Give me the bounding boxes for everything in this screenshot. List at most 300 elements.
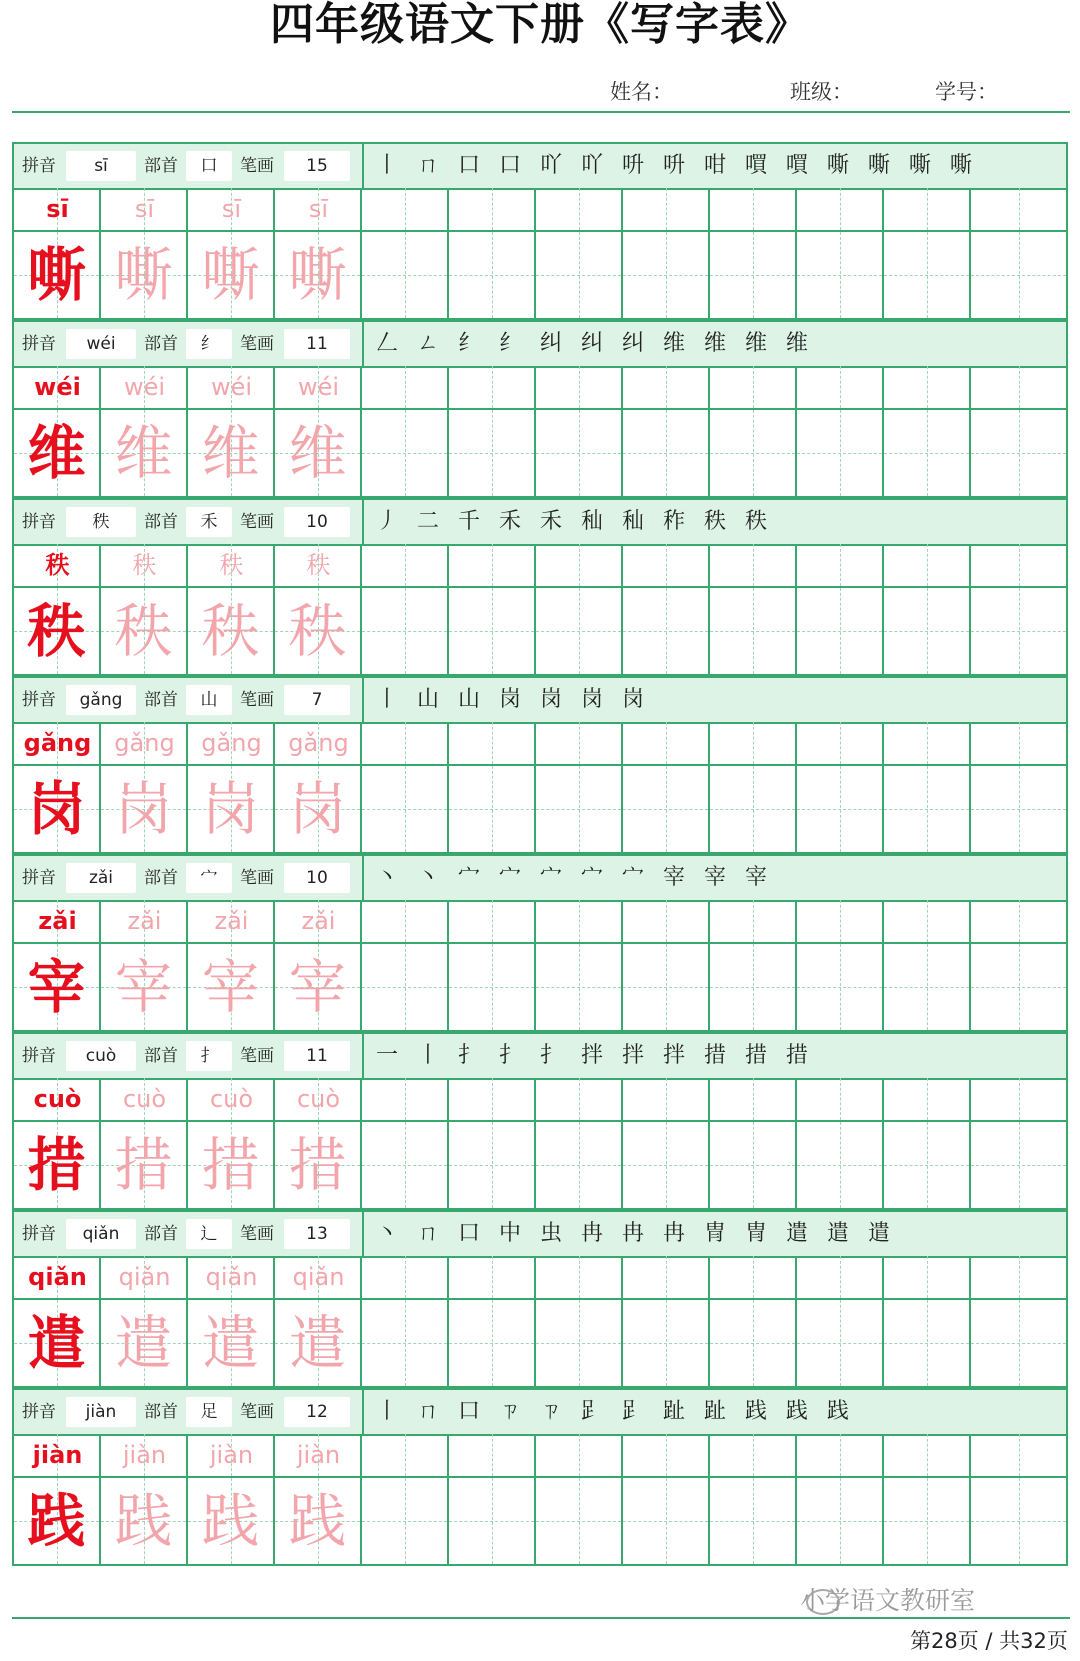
hanzi-cell[interactable] — [623, 232, 710, 318]
guide-line — [971, 275, 1066, 276]
practice-grid — [14, 188, 1066, 318]
pinyin-value: gǎng — [66, 685, 136, 715]
info-separator — [362, 1212, 364, 1256]
hanzi-cell[interactable] — [884, 232, 971, 318]
pinyin-cell[interactable] — [884, 1256, 971, 1300]
hanzi-cell[interactable] — [710, 232, 797, 318]
guide-line — [449, 987, 534, 988]
pinyin-trace: jiàn — [296, 1441, 341, 1469]
hanzi-cell[interactable] — [710, 1478, 797, 1564]
student-id-label: 学号： — [935, 80, 998, 104]
hanzi-cell — [188, 588, 275, 674]
guide-line — [1019, 1078, 1020, 1120]
hanzi-cell[interactable] — [449, 1478, 536, 1564]
practice-grid — [14, 1256, 1066, 1386]
hanzi-cell[interactable] — [971, 588, 1066, 674]
hanzi-trace: 宰 — [201, 953, 260, 1021]
hanzi-cell[interactable] — [797, 1122, 884, 1208]
hanzi-cell[interactable] — [362, 410, 449, 496]
strokes-value: 10 — [284, 863, 350, 893]
hanzi-cell[interactable] — [623, 766, 710, 852]
guide-line — [884, 809, 969, 810]
pinyin-cell[interactable] — [797, 722, 884, 766]
hanzi-cell[interactable] — [449, 766, 536, 852]
strokes-label: 笔画 — [240, 868, 274, 888]
pinyin-cell[interactable] — [449, 366, 536, 410]
pinyin-cell[interactable] — [971, 900, 1066, 944]
pinyin-cell[interactable] — [797, 544, 884, 588]
hanzi-cell[interactable] — [362, 766, 449, 852]
pinyin-label: 拼音 — [22, 868, 56, 888]
pinyin-cell[interactable] — [362, 722, 449, 766]
character-info-row — [14, 322, 1066, 368]
guide-line — [797, 1165, 882, 1166]
guide-line — [884, 453, 969, 454]
pinyin-cell[interactable] — [623, 1256, 710, 1300]
hanzi-cell[interactable] — [797, 1478, 884, 1564]
pinyin-sample: cuò — [33, 1085, 82, 1113]
pinyin-cell[interactable] — [623, 722, 710, 766]
guide-line — [710, 809, 795, 810]
hanzi-cell[interactable] — [884, 1122, 971, 1208]
hanzi-cell[interactable] — [971, 1122, 1066, 1208]
radical-value: 禾 — [186, 507, 232, 537]
character-block — [12, 676, 1068, 854]
hanzi-cell[interactable] — [971, 944, 1066, 1030]
pinyin-cell[interactable] — [623, 544, 710, 588]
guide-line — [666, 1078, 667, 1120]
hanzi-cell — [101, 944, 188, 1030]
pinyin-label: 拼音 — [22, 512, 56, 532]
character-info-row — [14, 678, 1066, 724]
hanzi-cell — [14, 766, 101, 852]
pinyin-cell[interactable] — [536, 900, 623, 944]
hanzi-trace: 岗 — [114, 775, 173, 843]
guide-line — [1019, 366, 1020, 408]
pinyin-cell[interactable] — [362, 1434, 449, 1478]
guide-line — [449, 631, 534, 632]
pinyin-cell[interactable] — [362, 544, 449, 588]
radical-label: 部首 — [144, 1402, 178, 1422]
pinyin-cell[interactable] — [449, 900, 536, 944]
hanzi-cell — [275, 766, 362, 852]
guide-line — [405, 722, 406, 764]
hanzi-cell — [188, 410, 275, 496]
pinyin-cell[interactable] — [449, 722, 536, 766]
hanzi-sample: 嘶 — [27, 241, 86, 309]
hanzi-cell[interactable] — [797, 588, 884, 674]
pinyin-cell[interactable] — [536, 544, 623, 588]
pinyin-cell[interactable] — [884, 900, 971, 944]
hanzi-trace: 秩 — [288, 597, 347, 665]
pinyin-cell — [188, 1078, 275, 1122]
character-info-row — [14, 1212, 1066, 1258]
guide-line — [840, 188, 841, 230]
strokes-value: 11 — [284, 329, 350, 359]
guide-line — [971, 1343, 1066, 1344]
pinyin-cell[interactable] — [797, 900, 884, 944]
hanzi-cell[interactable] — [449, 1122, 536, 1208]
pinyin-trace: gǎng — [201, 729, 262, 757]
hanzi-cell[interactable] — [362, 1300, 449, 1386]
pinyin-cell[interactable] — [623, 188, 710, 232]
guide-line — [492, 1256, 493, 1298]
hanzi-trace: 措 — [288, 1131, 347, 1199]
guide-line — [1019, 1434, 1020, 1476]
practice-grid — [14, 722, 1066, 852]
pinyin-trace: sī — [134, 195, 155, 223]
header-divider — [12, 111, 1070, 113]
pinyin-cell[interactable] — [536, 1256, 623, 1300]
pinyin-cell — [14, 722, 101, 766]
guide-line — [710, 987, 795, 988]
pinyin-cell[interactable] — [536, 366, 623, 410]
pinyin-cell[interactable] — [623, 366, 710, 410]
hanzi-cell[interactable] — [536, 588, 623, 674]
hanzi-sample: 践 — [27, 1487, 86, 1555]
guide-line — [884, 1343, 969, 1344]
guide-line — [840, 1434, 841, 1476]
hanzi-cell[interactable] — [536, 766, 623, 852]
hanzi-cell[interactable] — [623, 1478, 710, 1564]
guide-line — [405, 544, 406, 586]
guide-line — [797, 453, 882, 454]
hanzi-cell[interactable] — [797, 232, 884, 318]
pinyin-cell[interactable] — [449, 188, 536, 232]
guide-line — [927, 366, 928, 408]
hanzi-cell — [14, 410, 101, 496]
pinyin-trace: qiǎn — [118, 1263, 171, 1291]
hanzi-cell — [101, 766, 188, 852]
strokes-value: 7 — [284, 685, 350, 715]
pinyin-cell — [275, 722, 362, 766]
pinyin-cell[interactable] — [710, 1434, 797, 1478]
strokes-label: 笔画 — [240, 334, 274, 354]
hanzi-cell[interactable] — [884, 766, 971, 852]
pinyin-cell[interactable] — [362, 188, 449, 232]
hanzi-cell — [188, 1122, 275, 1208]
character-info-row — [14, 1034, 1066, 1080]
practice-grid — [14, 1434, 1066, 1564]
guide-line — [797, 631, 882, 632]
pinyin-cell[interactable] — [971, 188, 1066, 232]
guide-line — [536, 1165, 621, 1166]
pinyin-cell — [101, 188, 188, 232]
pinyin-label: 拼音 — [22, 1402, 56, 1422]
guide-line — [362, 1521, 447, 1522]
hanzi-cell — [275, 1122, 362, 1208]
guide-line — [1019, 900, 1020, 942]
radical-value: 口 — [186, 151, 232, 181]
pinyin-cell[interactable] — [536, 188, 623, 232]
guide-line — [753, 722, 754, 764]
hanzi-cell — [14, 1300, 101, 1386]
class-label: 班级： — [790, 80, 853, 104]
hanzi-trace: 维 — [114, 419, 173, 487]
pinyin-trace: jiàn — [209, 1441, 254, 1469]
pinyin-cell[interactable] — [710, 1256, 797, 1300]
stroke-order: 丨 ㄇ 口 ㄗ ㄗ 𧾷 𧾷 趾 趾 践 践 践 — [376, 1399, 855, 1424]
guide-line — [536, 631, 621, 632]
pinyin-cell[interactable] — [623, 1078, 710, 1122]
character-block — [12, 142, 1068, 320]
hanzi-cell[interactable] — [971, 232, 1066, 318]
pinyin-cell[interactable] — [971, 1434, 1066, 1478]
hanzi-cell[interactable] — [449, 410, 536, 496]
pinyin-cell[interactable] — [797, 1256, 884, 1300]
hanzi-cell[interactable] — [971, 1478, 1066, 1564]
guide-line — [927, 188, 928, 230]
hanzi-cell[interactable] — [449, 944, 536, 1030]
pinyin-cell[interactable] — [710, 1078, 797, 1122]
radical-label: 部首 — [144, 1224, 178, 1244]
guide-line — [797, 1343, 882, 1344]
strokes-value: 10 — [284, 507, 350, 537]
hanzi-cell[interactable] — [971, 1300, 1066, 1386]
hanzi-cell[interactable] — [623, 1300, 710, 1386]
pinyin-label: 拼音 — [22, 690, 56, 710]
hanzi-cell[interactable] — [536, 1300, 623, 1386]
pinyin-cell[interactable] — [797, 1434, 884, 1478]
pinyin-sample: 秩 — [45, 551, 70, 579]
hanzi-cell[interactable] — [623, 1122, 710, 1208]
pinyin-cell[interactable] — [884, 1434, 971, 1478]
hanzi-cell[interactable] — [536, 410, 623, 496]
guide-line — [1019, 1256, 1020, 1298]
hanzi-cell — [188, 944, 275, 1030]
radical-value: 扌 — [186, 1041, 232, 1071]
pinyin-cell[interactable] — [362, 1256, 449, 1300]
pinyin-value: qiǎn — [66, 1219, 136, 1249]
pinyin-cell — [275, 188, 362, 232]
stroke-order: 丿 二 千 禾 禾 秈 秈 秨 秩 秩 — [376, 509, 773, 534]
hanzi-cell[interactable] — [623, 410, 710, 496]
guide-line — [362, 809, 447, 810]
guide-line — [536, 275, 621, 276]
guide-line — [492, 544, 493, 586]
hanzi-cell — [275, 1478, 362, 1564]
pinyin-cell — [101, 900, 188, 944]
guide-line — [840, 366, 841, 408]
hanzi-cell[interactable] — [536, 1122, 623, 1208]
pinyin-trace: cuò — [296, 1085, 341, 1113]
pinyin-cell[interactable] — [449, 1256, 536, 1300]
pinyin-cell[interactable] — [884, 722, 971, 766]
pinyin-value: sī — [66, 151, 136, 181]
pinyin-cell[interactable] — [710, 544, 797, 588]
pinyin-sample: jiàn — [32, 1441, 83, 1469]
pinyin-cell[interactable] — [449, 1078, 536, 1122]
hanzi-cell[interactable] — [362, 1478, 449, 1564]
hanzi-cell[interactable] — [362, 232, 449, 318]
pinyin-cell — [101, 1256, 188, 1300]
info-separator — [362, 1390, 364, 1434]
hanzi-trace: 措 — [114, 1131, 173, 1199]
guide-line — [492, 1078, 493, 1120]
hanzi-cell[interactable] — [884, 588, 971, 674]
guide-line — [362, 453, 447, 454]
hanzi-sample: 措 — [27, 1131, 86, 1199]
character-block — [12, 1032, 1068, 1210]
hanzi-trace: 践 — [288, 1487, 347, 1555]
hanzi-trace: 宰 — [288, 953, 347, 1021]
pinyin-cell[interactable] — [884, 544, 971, 588]
pinyin-cell[interactable] — [710, 366, 797, 410]
hanzi-cell[interactable] — [536, 1478, 623, 1564]
guide-line — [927, 544, 928, 586]
pinyin-cell[interactable] — [536, 1434, 623, 1478]
hanzi-cell — [275, 944, 362, 1030]
hanzi-cell[interactable] — [971, 410, 1066, 496]
info-separator — [362, 678, 364, 722]
info-separator — [362, 856, 364, 900]
strokes-label: 笔画 — [240, 690, 274, 710]
hanzi-cell[interactable] — [884, 944, 971, 1030]
guide-line — [666, 722, 667, 764]
guide-line — [362, 1343, 447, 1344]
hanzi-cell[interactable] — [884, 410, 971, 496]
guide-line — [927, 1256, 928, 1298]
pinyin-cell[interactable] — [536, 1078, 623, 1122]
guide-line — [449, 453, 534, 454]
guide-line — [971, 453, 1066, 454]
hanzi-cell[interactable] — [797, 1300, 884, 1386]
hanzi-trace: 嘶 — [288, 241, 347, 309]
pinyin-cell[interactable] — [971, 366, 1066, 410]
hanzi-cell — [188, 766, 275, 852]
hanzi-cell[interactable] — [884, 1478, 971, 1564]
guide-line — [797, 809, 882, 810]
pinyin-cell[interactable] — [362, 1078, 449, 1122]
guide-line — [927, 1434, 928, 1476]
pinyin-cell[interactable] — [971, 722, 1066, 766]
hanzi-cell[interactable] — [797, 766, 884, 852]
hanzi-cell — [101, 232, 188, 318]
hanzi-cell[interactable] — [710, 410, 797, 496]
hanzi-cell[interactable] — [710, 1300, 797, 1386]
hanzi-cell[interactable] — [971, 766, 1066, 852]
pinyin-cell — [188, 544, 275, 588]
pinyin-cell[interactable] — [884, 188, 971, 232]
pinyin-cell[interactable] — [884, 366, 971, 410]
hanzi-cell[interactable] — [710, 1122, 797, 1208]
hanzi-cell[interactable] — [797, 410, 884, 496]
pinyin-cell[interactable] — [449, 1434, 536, 1478]
guide-line — [579, 544, 580, 586]
hanzi-cell[interactable] — [536, 232, 623, 318]
hanzi-cell[interactable] — [362, 588, 449, 674]
pinyin-cell[interactable] — [971, 544, 1066, 588]
guide-line — [405, 1078, 406, 1120]
pinyin-cell[interactable] — [971, 1078, 1066, 1122]
strokes-value: 13 — [284, 1219, 350, 1249]
guide-line — [753, 188, 754, 230]
hanzi-sample: 宰 — [27, 953, 86, 1021]
guide-line — [405, 366, 406, 408]
hanzi-cell — [14, 1478, 101, 1564]
strokes-label: 笔画 — [240, 156, 274, 176]
pinyin-cell — [101, 722, 188, 766]
hanzi-cell[interactable] — [710, 588, 797, 674]
guide-line — [710, 1521, 795, 1522]
guide-line — [797, 1521, 882, 1522]
hanzi-cell[interactable] — [536, 944, 623, 1030]
pinyin-trace: cuò — [209, 1085, 254, 1113]
pinyin-cell[interactable] — [362, 900, 449, 944]
hanzi-trace: 秩 — [114, 597, 173, 665]
guide-line — [884, 275, 969, 276]
guide-line — [362, 631, 447, 632]
pinyin-cell — [188, 1434, 275, 1478]
hanzi-cell[interactable] — [362, 1122, 449, 1208]
guide-line — [971, 987, 1066, 988]
guide-line — [579, 900, 580, 942]
hanzi-cell[interactable] — [449, 588, 536, 674]
guide-line — [710, 631, 795, 632]
pinyin-cell — [275, 1256, 362, 1300]
guide-line — [623, 809, 708, 810]
hanzi-trace: 岗 — [288, 775, 347, 843]
pinyin-cell[interactable] — [797, 188, 884, 232]
hanzi-cell[interactable] — [449, 232, 536, 318]
guide-line — [971, 1521, 1066, 1522]
hanzi-cell — [275, 232, 362, 318]
guide-line — [449, 1343, 534, 1344]
pinyin-cell[interactable] — [623, 900, 710, 944]
hanzi-cell[interactable] — [797, 944, 884, 1030]
guide-line — [492, 188, 493, 230]
hanzi-cell[interactable] — [623, 588, 710, 674]
pinyin-cell[interactable] — [797, 1078, 884, 1122]
guide-line — [753, 1256, 754, 1298]
pinyin-cell[interactable] — [710, 188, 797, 232]
pinyin-cell[interactable] — [710, 722, 797, 766]
guide-line — [623, 987, 708, 988]
pinyin-cell — [188, 366, 275, 410]
hanzi-cell[interactable] — [884, 1300, 971, 1386]
hanzi-cell[interactable] — [710, 766, 797, 852]
guide-line — [927, 1078, 928, 1120]
character-block — [12, 854, 1068, 1032]
pinyin-value: jiàn — [66, 1397, 136, 1427]
guide-line — [840, 900, 841, 942]
pinyin-cell[interactable] — [449, 544, 536, 588]
guide-line — [405, 1256, 406, 1298]
pinyin-trace: wéi — [297, 373, 340, 401]
pinyin-cell[interactable] — [710, 900, 797, 944]
guide-line — [666, 900, 667, 942]
hanzi-cell[interactable] — [362, 944, 449, 1030]
hanzi-cell[interactable] — [710, 944, 797, 1030]
pinyin-cell — [275, 900, 362, 944]
guide-line — [492, 722, 493, 764]
pinyin-trace: wéi — [123, 373, 166, 401]
pinyin-cell[interactable] — [797, 366, 884, 410]
guide-line — [666, 366, 667, 408]
pinyin-cell[interactable] — [536, 722, 623, 766]
pinyin-cell[interactable] — [623, 1434, 710, 1478]
pinyin-cell[interactable] — [971, 1256, 1066, 1300]
pinyin-cell[interactable] — [362, 366, 449, 410]
pinyin-trace: qiǎn — [205, 1263, 258, 1291]
guide-line — [623, 631, 708, 632]
hanzi-cell[interactable] — [623, 944, 710, 1030]
pinyin-cell[interactable] — [884, 1078, 971, 1122]
pinyin-cell — [101, 544, 188, 588]
hanzi-cell[interactable] — [449, 1300, 536, 1386]
guide-line — [536, 1343, 621, 1344]
stroke-order: 丨 ㄇ 口 口 吖 吖 呏 呏 咁 嘪 嘪 嘶 嘶 嘶 嘶 — [376, 153, 978, 178]
